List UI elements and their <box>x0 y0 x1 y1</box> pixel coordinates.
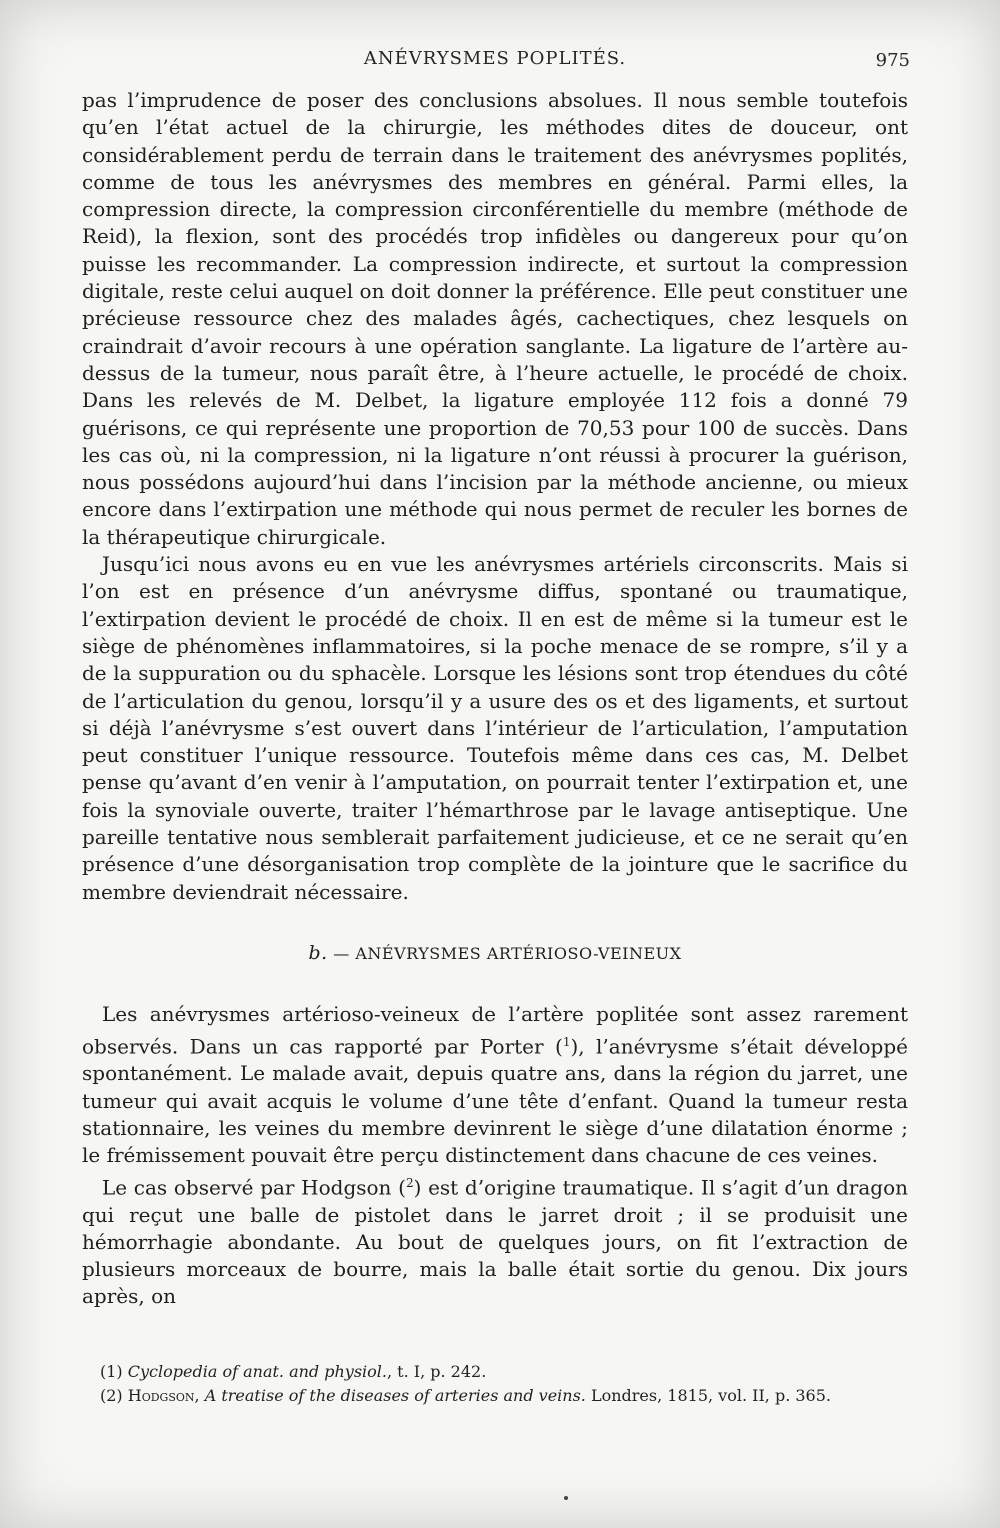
footnote-1 <box>100 1360 920 1384</box>
printer-mark <box>564 1496 568 1500</box>
paragraph-text: ) est d’origine traumatique. Il s’agit d’un dragon qui reçut une balle de pistolet dans le jarret droit ; il se produisit une hémorrhagie abondante. Au bout de quelques jours, on fit l’extraction de plusieurs morceaux de bourre, mais la balle était sortie du genou. Dix jours après, on <box>82 1175 908 1309</box>
paragraph-arteriovenous <box>82 1001 908 1169</box>
paragraph-continued: pas l’imprudence de poser des conclusions absolues. Il nous semble toutefois qu’en l’état actuel de la chirurgie, les méthodes dites de douceur, ont considérablement perdu de terrain dans le traitement des anévrysmes poplités, comme de tous les anévrysmes des membres en général. Parmi elles, la compression directe, la compression circonférentielle du membre (méthode de Reid), la flexion, sont des procédés trop infidèles ou dangereux pour qu’on puisse les recommander. La compression indirecte, et surtout la compression digitale, reste celui auquel on doit donner la préférence. Elle peut constituer une précieuse ressource chez des malades âgés, cachectiques, chez lesquels on craindrait d’avoir recours à une opération sanglante. La ligature de l’artère au-dessus de la tumeur, nous paraît être, à l’heure actuelle, le procédé de choix. Dans les relevés de M. Delbet, la ligature employée 112 fois a donné 79 guérisons, ce qui représente une proportion de 70,53 pour 100 de succès. Dans les cas où, ni la compression, ni la ligature n’ont réussi à procurer la guérison, nous possédons aujourd’hui dans l’incision par la méthode ancienne, ou mieux encore dans l’extirpation une méthode qui nous permet de reculer les bornes de la thérapeutique chirurgicale. <box>82 88 908 549</box>
footnotes <box>100 1360 920 1408</box>
footnote-2 <box>100 1384 920 1408</box>
footnote-text: , t. I, p. 242. <box>387 1362 487 1381</box>
section-title: ANÉVRYSMES ARTÉRIOSO-VEINEUX <box>355 943 682 963</box>
footnote-author: Hodgson <box>127 1386 195 1405</box>
paragraph-text: Le cas observé par Hodgson ( <box>102 1175 406 1200</box>
running-title: ANÉVRYSMES POPLITÉS. <box>363 48 627 69</box>
section-letter: b. <box>308 941 328 964</box>
section-dash: — <box>333 943 350 963</box>
paragraph-circumscribed-aneurysms: Jusqu’ici nous avons eu en vue les anévrysmes artériels circonscrits. Mais si l’on est en présence d’un anévrysme diffus, spontané ou traumatique, l’extirpation devient le procédé de choix. Il en est de même si la tumeur est le siège de phénomènes inflammatoires, si la poche menace de se rompre, s’il y a de la suppuration ou du sphacèle. Lorsque les lésions sont trop étendues du côté de l’articulation du genou, lorsqu’il y a usure des os et des ligaments, et surtout si déjà l’anévrysme s’est ouvert dans l’intérieur de l’articulation, l’amputation peut constituer l’unique ressource. Toutefois même dans ces cas, M. Delbet pense qu’avant d’en venir à l’amputation, on pourrait tenter l’extirpation et, une fois la synoviale ouverte, traiter l’hémarthrose par le lavage antiseptique. Une pareille tentative nous semblerait parfaitement judicieuse, et ce ne serait qu’en présence d’une désorganisation trop complète de la jointure que le sacrifice du membre deviendrait nécessaire. <box>82 552 908 904</box>
footnote-mark: (2) <box>100 1386 123 1405</box>
paragraph-text: ), l’anévrysme s’était développé spontanément. Le malade avait, depuis quatre ans, dans la région du jarret, une tumeur qui avait acquis le volume d’une tête d’enfant. Quand la tumeur resta stationnaire, les veines du membre devinrent le siège d’une dilatation énorme ; le frémissement pouvait être perçu distinctement dans chacune de ces veines. <box>82 1034 908 1168</box>
footnote-title: A treatise of the diseases of arteries and veins. <box>204 1386 586 1405</box>
main-text <box>82 87 908 1311</box>
footnote-text: Londres, 1815, vol. II, p. 365. <box>585 1386 831 1405</box>
page-number: 975 <box>875 50 910 71</box>
paragraph-hodgson-case <box>82 1170 908 1311</box>
footnote-title: Cyclopedia of anat. and physiol. <box>127 1362 387 1381</box>
section-heading <box>82 940 908 967</box>
footnote-reference: 1 <box>562 1034 571 1049</box>
page-header <box>80 44 910 78</box>
footnote-separator: , <box>194 1386 205 1405</box>
footnote-reference: 2 <box>405 1175 414 1190</box>
paragraph-text: Les anévrysmes artérioso-veineux de l’artère poplitée sont assez rarement observés. Dans un cas rapporté par Porter ( <box>82 1002 908 1059</box>
footnote-mark: (1) <box>100 1362 123 1381</box>
